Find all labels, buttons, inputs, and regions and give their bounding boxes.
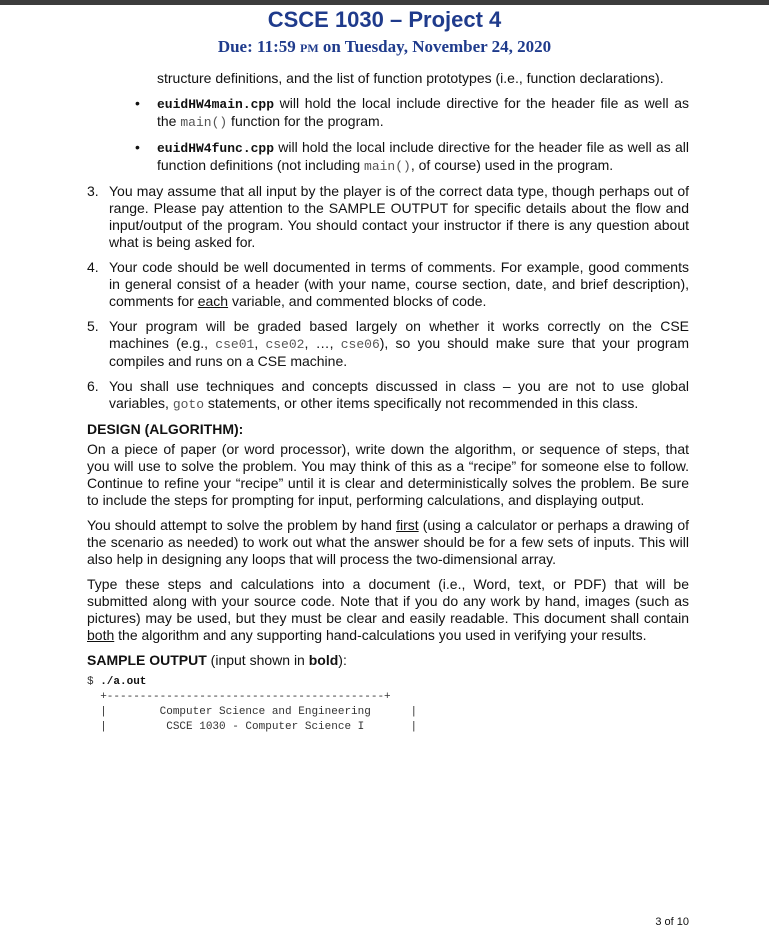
document-body [87, 70, 689, 735]
due-date: Due: 11:59 PM on Tuesday, November 24, 2020 [217, 37, 552, 56]
design-heading: DESIGN (ALGORITHM): [87, 421, 244, 437]
numbered-item: 6. You shall use techniques and concepts discussed in class – you are not to use global variables, goto statements, or other items specifically not recommended in this class. [87, 378, 689, 412]
bullet-icon: • [135, 95, 140, 111]
page-title: CSCE 1030 – Project 4 [267, 7, 502, 32]
sample-output-block: $ ./a.out +------------------------------------------+ | Computer Science and Engineering | | CSCE 1030 - Computer Science I | [87, 676, 418, 733]
sample-output-heading: SAMPLE OUTPUT (input shown in bold): [87, 652, 347, 668]
list-item: • euidHW4func.cpp will hold the local include directive for the header file as well as all function definitions (not including main(), of course) used in the program. [135, 139, 689, 174]
numbered-item: 5. Your program will be graded based largely on whether it works correctly on the CSE machines (e.g., cse01, cse02, …, cse06), so you should make sure that your program compiles and runs on a CSE machine. [87, 318, 690, 369]
bullet-icon: • [135, 139, 140, 155]
page-number: 3 of 10 [655, 916, 689, 928]
numbered-item: 4. Your code should be well documented in terms of comments. For example, good comments in general consist of a header (with your name, course section, date, and brief description), comments for each variable, and commented blocks of code. [87, 259, 689, 309]
design-paragraph: You should attempt to solve the problem by hand first (using a calculator or perhaps a drawing of the scenario as needed) to work out what the answer should be for a few sets of inputs. This will also help in designing any loops that will process the two-dimensional array. [87, 517, 690, 567]
continued-text: structure definitions, and the list of function prototypes (i.e., function declarations). [157, 70, 664, 86]
design-paragraph: Type these steps and calculations into a document (i.e., Word, text, or PDF) that will be submitted along with your source code. Note that if you do any work by hand, images (such as pictures) may be used, but they must be clear and easily readable. This document shall contain both the algorithm and any supporting hand-calculations you used in verifying your results. [87, 576, 689, 643]
top-bar [0, 0, 769, 5]
design-paragraph: On a piece of paper (or word processor), write down the algorithm, or sequence of steps, that you will use to solve the problem. You may think of this as a “recipe” for someone else to follow. Continue to refine your “recipe” until it is clear and deterministically solves the problem. Be sure to include the steps for prompting for input, performing calculations, and displaying output. [87, 441, 689, 508]
list-item: • euidHW4main.cpp will hold the local include directive for the header file as well as the main() function for the program. [135, 95, 689, 130]
numbered-item: 3. You may assume that all input by the player is of the correct data type, though perhaps out of range. Please pay attention to the SAMPLE OUTPUT for specific details about the flow and input/output of the program. You should contact your instructor if there is any question about what is being asked for. [87, 183, 689, 250]
